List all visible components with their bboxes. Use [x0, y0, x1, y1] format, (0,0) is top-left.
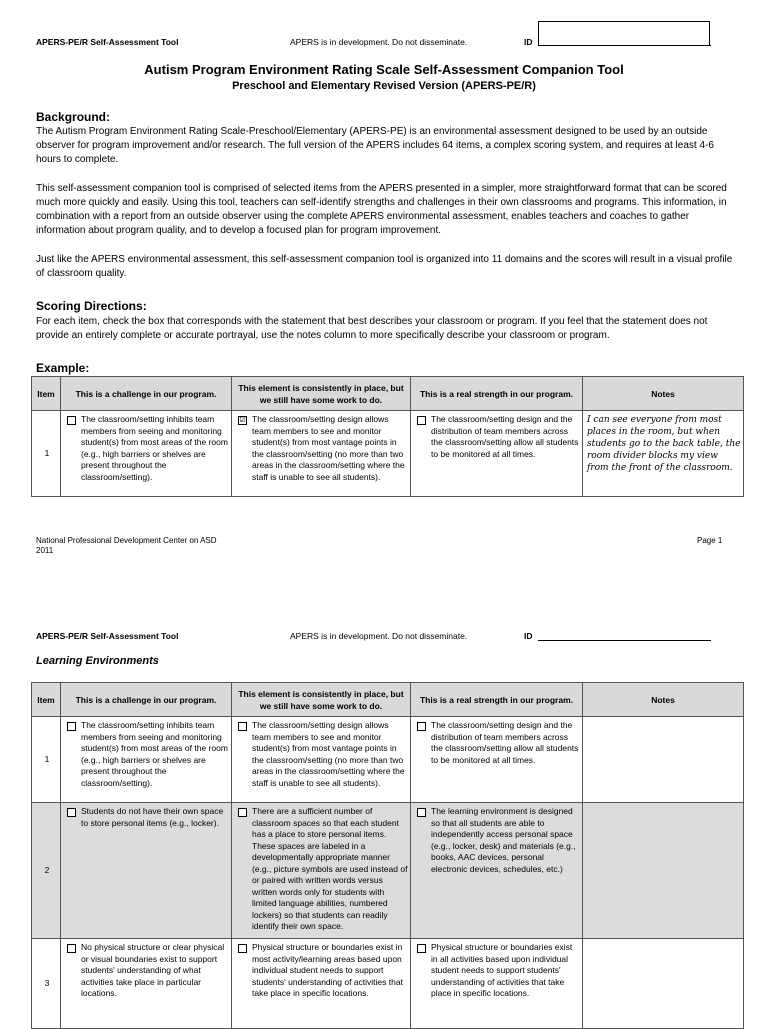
checkbox-challenge[interactable] [67, 722, 76, 731]
page-title: Autism Program Environment Rating Scale Self-Assessment Companion Tool [144, 62, 624, 77]
checkbox-consistent[interactable] [238, 808, 247, 817]
learning-environments-table [31, 682, 744, 1029]
checkbox-strength[interactable] [417, 808, 426, 817]
header-id-label: ID [524, 631, 533, 641]
background-paragraph-2: This self-assessment companion tool is comprised of selected items from the APERS presented in a simpler, more straightforward format that can be scored much more quickly and easily. Using this tool, teachers can self-identify strengths and challenges in their own classrooms and programs. This information, in combination with a report from an outside observer using the complete APERS environmental assessment, enables teachers and coaches to gather information about program quality, and to develop a focused plan for program improvement. [36, 183, 727, 236]
handwritten-note: I can see everyone from most places in the room, but when students go to the back table, the room divider blocks my view from the front of the classroom. [587, 415, 741, 473]
col-consistent: This element is consistently in place, but we still have some work to do. [232, 683, 411, 717]
checkbox-challenge[interactable] [67, 808, 76, 817]
footer-page: Page 1 [697, 536, 723, 545]
background-paragraph-3: Just like the APERS environmental assessment, this self-assessment companion tool is organized into 11 domains and the scores will result in a visual profile of classroom quality. [36, 254, 733, 279]
header-tool-name: APERS-PE/R Self-Assessment Tool [36, 37, 179, 47]
table-row [32, 803, 744, 939]
header-notice: APERS is in development. Do not disseminate. [290, 37, 468, 47]
col-notes: Notes [583, 377, 744, 411]
strength-text: Physical structure or boundaries exist in all activities based upon individual student needs to support students' understanding of activities that take place in specific locations. [431, 942, 573, 998]
col-notes: Notes [583, 683, 744, 717]
table-row [32, 411, 744, 497]
table-row [32, 939, 744, 1029]
section-title: Learning Environments [36, 655, 159, 667]
col-strength: This is a real strength in our program. [411, 377, 583, 411]
notes-field[interactable] [583, 717, 744, 803]
header-id-label: ID [524, 37, 533, 47]
checkbox-consistent[interactable] [238, 944, 247, 953]
challenge-text: No physical structure or clear physical or visual boundaries exist to support students' understanding of what activities take place in particular locations. [81, 942, 225, 998]
col-item: Item [32, 377, 61, 411]
challenge-text: The classroom/setting inhibits team members from seeing and monitoring student(s) from most areas of the room (e.g., high barriers or shelves are present throughout the classroom/setting). [81, 720, 228, 788]
strength-text: The classroom/setting design and the distribution of team members across the classroom/setting allow all students to be monitored at all times. [431, 414, 579, 459]
page-subtitle: Preschool and Elementary Revised Version (APERS-PE/R) [232, 80, 536, 92]
table-row [32, 717, 744, 803]
notes-cell[interactable] [583, 411, 744, 497]
scoring-text: For each item, check the box that corresponds with the statement that best describes your classroom or program. If you feel that the statement does not provide an entirely complete or accurate portrayal, use the notes column to more specifically describe your classroom or program. [36, 316, 708, 341]
background-heading: Background: [36, 110, 111, 124]
consistent-text: Physical structure or boundaries exist in most activity/learning areas based upon individual student needs to support students' understanding of activities that take place in specific locations. [252, 942, 403, 998]
example-table [31, 376, 744, 497]
checkbox-strength[interactable] [417, 416, 426, 425]
checkbox-challenge[interactable] [67, 944, 76, 953]
col-strength: This is a real strength in our program. [411, 683, 583, 717]
example-table-header [32, 377, 744, 411]
background-paragraph-1: The Autism Program Environment Rating Scale-Preschool/Elementary (APERS-PE) is an environmental assessment designed to be used by an outside observer for program improvement and/or research. The full version of the APERS includes 64 items, a complex scoring system, and requires at least 4-6 hours to complete. [36, 126, 714, 165]
col-challenge: This is a challenge in our program. [61, 683, 232, 717]
checkbox-strength[interactable] [417, 722, 426, 731]
checkbox-challenge[interactable] [67, 416, 76, 425]
header-notice: APERS is in development. Do not disseminate. [290, 631, 468, 641]
id-input-box[interactable] [538, 21, 710, 46]
scoring-heading: Scoring Directions: [36, 299, 147, 313]
example-heading: Example: [36, 361, 90, 375]
col-consistent: This element is consistently in place, but we still have some work to do. [232, 377, 411, 411]
item-number: 2 [32, 803, 61, 939]
table-header [32, 683, 744, 717]
notes-field[interactable] [583, 803, 744, 939]
checkbox-consistent-checked[interactable]: ☑ [239, 417, 246, 424]
col-challenge: This is a challenge in our program. [61, 377, 232, 411]
id-underline [538, 45, 711, 46]
challenge-text: The classroom/setting inhibits team members from seeing and monitoring student(s) from most areas of the room (e.g., high barriers or shelves are present throughout the classroom/setting). [81, 414, 228, 482]
item-number: 1 [32, 411, 61, 497]
col-item: Item [32, 683, 61, 717]
checkbox-strength[interactable] [417, 944, 426, 953]
footer-org: National Professional Development Center on ASD [36, 536, 217, 545]
consistent-text: There are a sufficient number of classroom spaces so that each student has a place to store personal items. These spaces are labeled in a developmentally appropriate manner (e.g., picture symbols are used instead of or paired with written words versus written words only for students with limited language abilities, numbered lockers) so that students can readily identify their own space. [252, 806, 408, 931]
footer-year: 2011 [36, 546, 54, 555]
strength-text: The learning environment is designed so that all students are able to independently access personal space (e.g., locker, desk) and materials (e.g., books, AAC devices, personal electronic devices, schedules, etc.) [431, 806, 576, 874]
strength-text: The classroom/setting design and the distribution of team members across the classroom/setting allow all students to be monitored at all times. [431, 720, 579, 765]
notes-field[interactable] [583, 939, 744, 1029]
item-number: 1 [32, 717, 61, 803]
id-underline[interactable] [538, 640, 711, 641]
checkbox-consistent[interactable] [238, 722, 247, 731]
header-tool-name: APERS-PE/R Self-Assessment Tool [36, 631, 179, 641]
consistent-text: The classroom/setting design allows team members to see and monitor student(s) from most vantage points in the classroom/setting (no more than two areas in the classroom/setting where the staff is unable to see all students). [252, 414, 405, 482]
consistent-text: The classroom/setting design allows team members to see and monitor student(s) from most vantage points in the classroom/setting (no more than two areas in the classroom/setting where the staff is unable to see all students). [252, 720, 405, 788]
challenge-text: Students do not have their own space to store personal items (e.g., locker). [81, 806, 224, 828]
item-number: 3 [32, 939, 61, 1029]
